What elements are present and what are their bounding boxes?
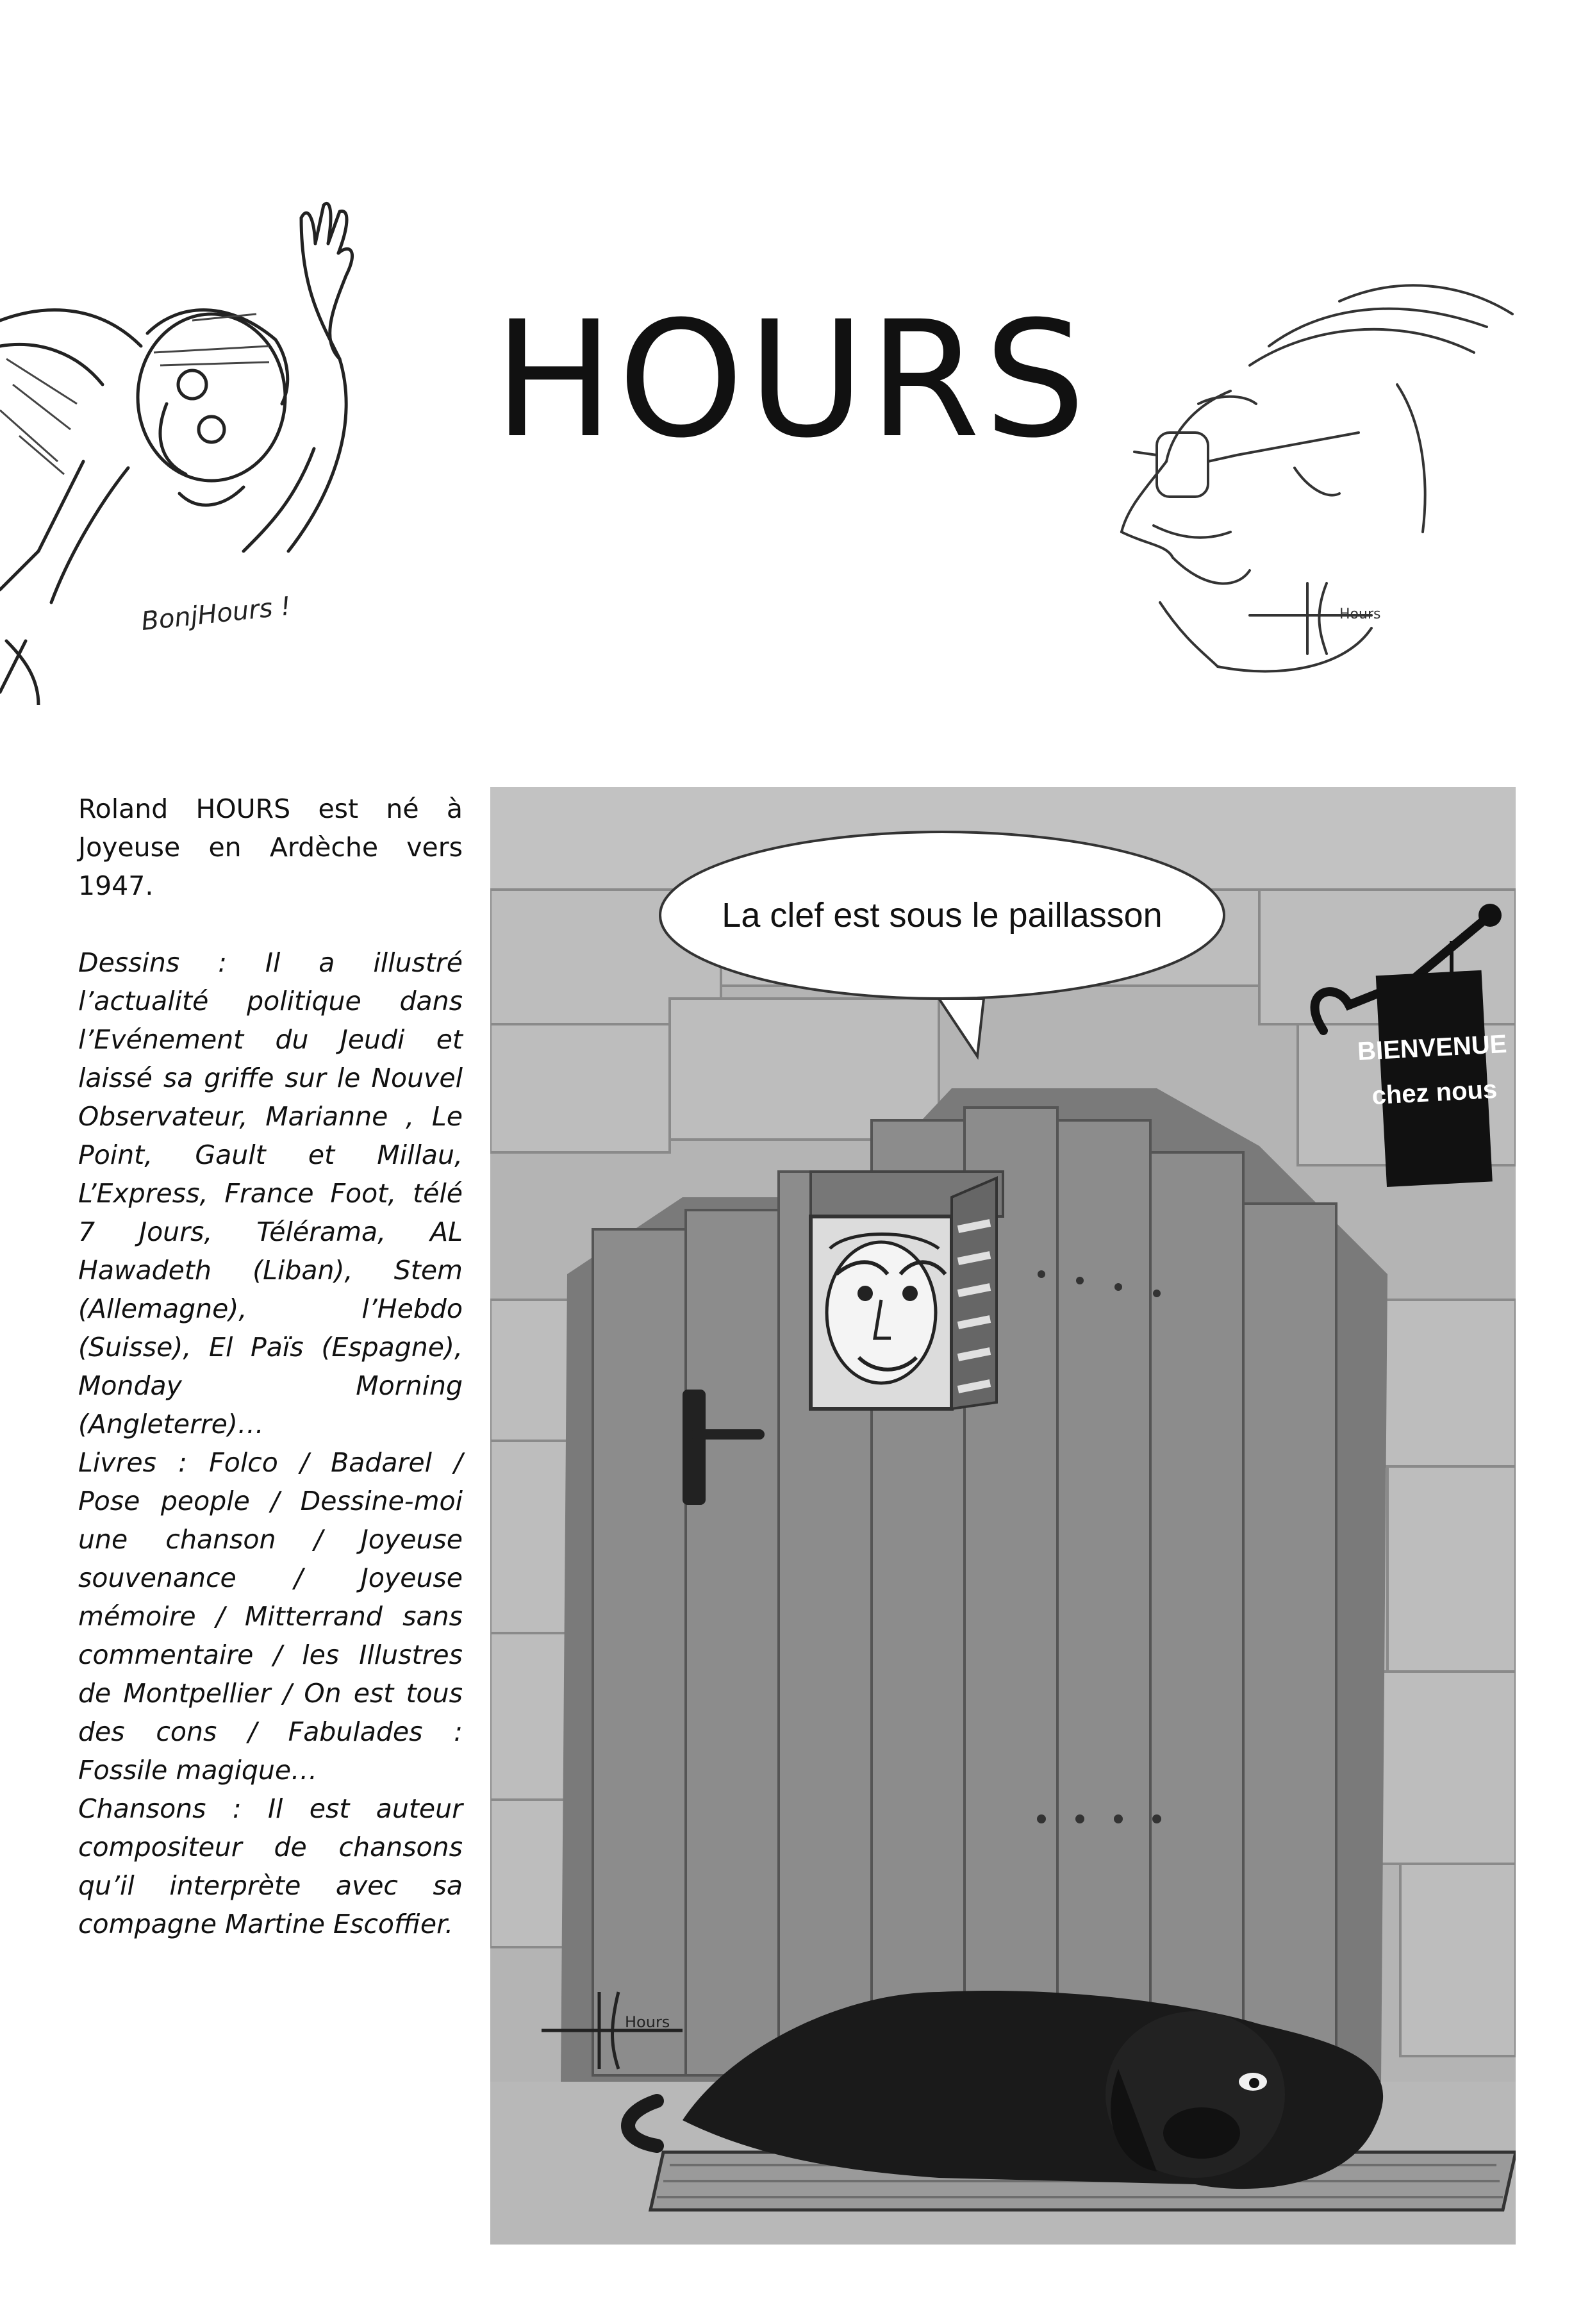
sign-line1: BIENVENUE [1357, 1029, 1508, 1067]
illustration-signature: Hours [625, 2013, 670, 2031]
bio-intro: Roland HOURS est né à Joyeuse en Ardèche vers 1947. [78, 793, 463, 901]
portrait-sketch-right [1038, 256, 1525, 705]
cartoon-illustration [490, 787, 1516, 2245]
biography-text [78, 790, 463, 1943]
sketch-signature: Hours [1339, 606, 1381, 622]
greeting-caption: BonjHours ! [140, 591, 293, 637]
speech-bubble-text: La clef est sous le paillasson [722, 896, 1163, 934]
bio-drawings: Dessins : Il a illustré l’actualité politique dans l’Evénement du Jeudi et laissé sa griffe sur le Nouvel Observateur, Marianne , Le Point, Gault et Millau, L’Express, France Foot, télé 7 Jours, Télérama, AL Hawadeth (Liban), Stem (Allemagne), l’Hebdo (Suisse), El Païs (Espagne), Monday Morning (Angleterre)… [78, 947, 463, 1440]
bio-songs: Chansons : Il est auteur compositeur de chansons qu’il interprète avec sa compagne Martine Escoffier. [78, 1793, 463, 1939]
sign-line2: chez nous [1371, 1075, 1498, 1110]
page-title: HOURS [493, 286, 1090, 473]
bio-books: Livres : Folco / Badarel / Pose people / Dessine-moi une chanson / Joyeuse souvenance / Joyeuse mémoire / Mitterrand sans commentaire / les Illustres de Montpellier / On est tous des cons / Fabulades : Fossile magique… [78, 1447, 463, 1786]
